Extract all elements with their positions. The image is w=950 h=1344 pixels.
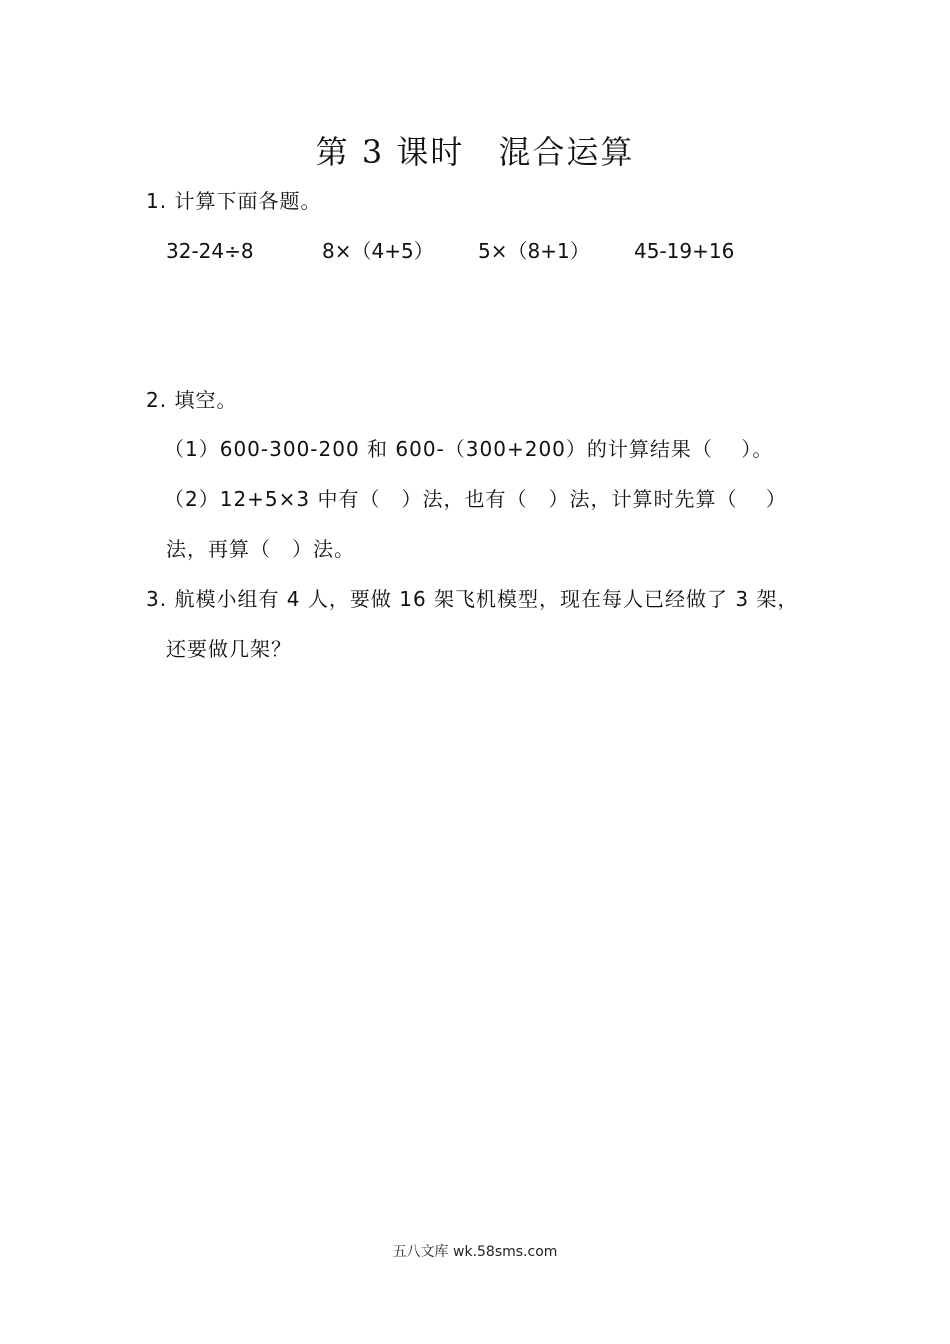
question-3-line-2: 还要做几架？ [166,637,292,661]
expression-4: 45-19+16 [634,239,735,263]
expression-3: 5×（8+1） [478,239,590,263]
question-2-item-2-line-1: （2）12+5×3 中有（ ）法，也有（ ）法，计算时先算（ ） [164,487,787,511]
question-2-item-1: （1）600-300-200 和 600-（300+200）的计算结果（ ）。 [164,437,774,461]
question-3-line-1: 3. 航模小组有 4 人，要做 16 架飞机模型，现在每人已经做了 3 架， [146,587,799,611]
question-1-prompt: 1. 计算下面各题。 [146,189,322,213]
footer-watermark: 五八文库 wk.58sms.com [392,1244,558,1260]
expression-1: 32-24÷8 [166,239,254,263]
question-2-item-2-line-2: 法，再算（ ）法。 [166,537,355,561]
question-2-prompt: 2. 填空。 [146,388,238,412]
expression-2: 8×（4+5） [322,239,434,263]
page-title: 第 3 课时 混合运算 [315,133,635,171]
